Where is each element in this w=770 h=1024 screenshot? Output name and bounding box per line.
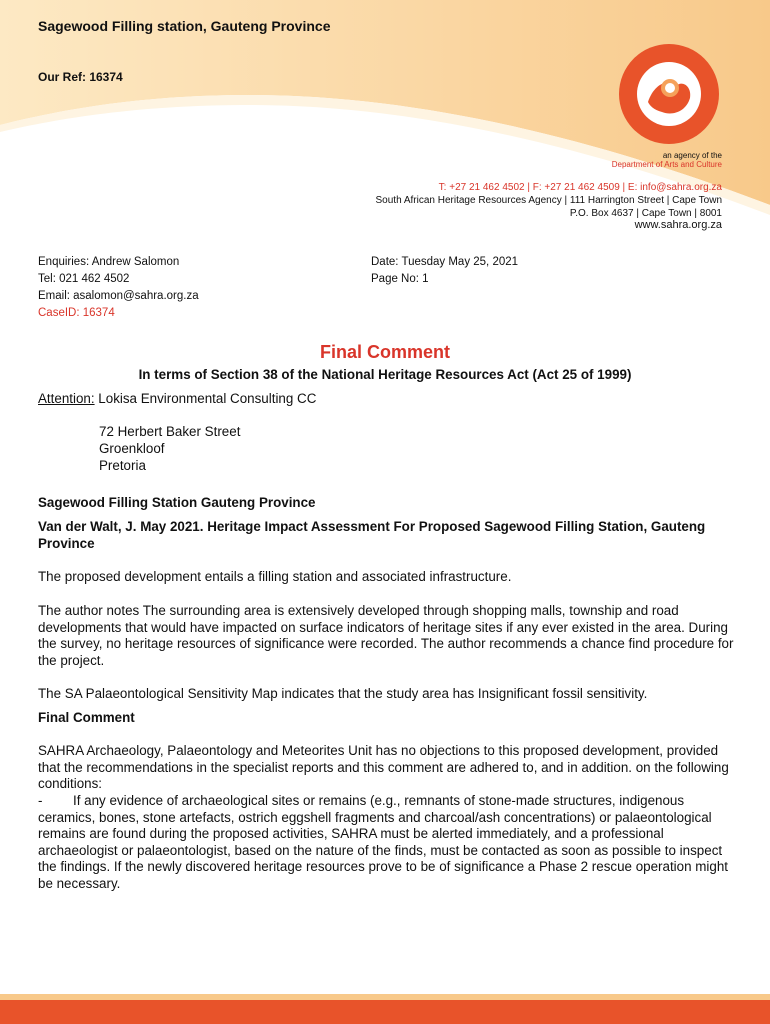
- footer-band: [0, 1000, 770, 1024]
- address-line-1: 72 Herbert Baker Street: [99, 424, 241, 439]
- contact-line-1: T: +27 21 462 4502 | F: +27 21 462 4509 | E: info@sahra.org.za: [438, 182, 722, 193]
- final-comment-heading: Final Comment: [38, 710, 135, 725]
- bullet-text: If any evidence of archaeological sites or remains (e.g., remnants of stone-made structures, indigenous ceramics, bones, stone artefacts, ostrich eggshell fragments and charcoal/ash concentrations) or palaeontological remains are found during the proposed activities, SAHRA must be alerted immediately, and a professional archaeologist or palaeontologist, based on the nature of the finds, must be contacted as soon as possible to inspect the findings. If the newly discovered heritage resources prove to be of significance a Phase 2 rescue operation might be necessary.: [38, 793, 729, 891]
- paragraph-2: The author notes The surrounding area is extensively developed through shopping malls, township and road developments that would have impacted on surface indicators of heritage sites if any ever existed in the area. During the survey, no heritage resources of significance were recorded. The author recommends a chance find procedure for the project.: [38, 603, 734, 668]
- case-id: CaseID: 16374: [38, 307, 115, 319]
- sahra-logo: [610, 42, 728, 146]
- bullet-marker: -: [38, 793, 43, 808]
- reference: Van der Walt, J. May 2021. Heritage Impact Assessment For Proposed Sagewood Filling Station, Gauteng Province: [38, 519, 706, 551]
- address-line-3: Pretoria: [99, 458, 146, 473]
- address-line-2: Groenkloof: [99, 441, 165, 456]
- website-link[interactable]: www.sahra.org.za: [634, 219, 722, 231]
- paragraph-1: The proposed development entails a filling station and associated infrastructure.: [38, 569, 512, 584]
- attention-value: Lokisa Environmental Consulting CC: [94, 391, 317, 406]
- attention-line: [38, 391, 316, 408]
- header-title: Sagewood Filling station, Gauteng Province: [38, 18, 331, 34]
- tel: Tel: 021 462 4502: [38, 273, 130, 285]
- paragraph-4: SAHRA Archaeology, Palaeontology and Meteorites Unit has no objections to this proposed development, provided that the recommendations in the specialist reports and this comment are adhered to, and in addition. on the following conditions:: [38, 743, 729, 792]
- date: Date: Tuesday May 25, 2021: [371, 256, 519, 268]
- document-title: Final Comment: [319, 342, 450, 362]
- enquiries: Enquiries: Andrew Salomon: [38, 256, 180, 268]
- attention-label: Attention:: [38, 391, 95, 406]
- contact-line-2: South African Heritage Resources Agency | 111 Harrington Street | Cape Town: [375, 195, 722, 206]
- contact-line-3: P.O. Box 4637 | Cape Town | 8001: [569, 208, 722, 219]
- page-number: Page No: 1: [371, 273, 429, 285]
- project-title: Sagewood Filling Station Gauteng Province: [38, 495, 316, 510]
- agency-line-2: Department of Arts and Culture: [611, 160, 722, 169]
- paragraph-3: The SA Palaeontological Sensitivity Map indicates that the study area has Insignificant fossil sensitivity.: [38, 686, 648, 701]
- agency-line-1: an agency of the: [662, 151, 722, 160]
- our-ref: Our Ref: 16374: [38, 70, 123, 84]
- email[interactable]: Email: asalomon@sahra.org.za: [38, 290, 199, 302]
- document-subtitle: In terms of Section 38 of the National Heritage Resources Act (Act 25 of 1999): [138, 367, 632, 382]
- condition-bullet: [38, 793, 738, 893]
